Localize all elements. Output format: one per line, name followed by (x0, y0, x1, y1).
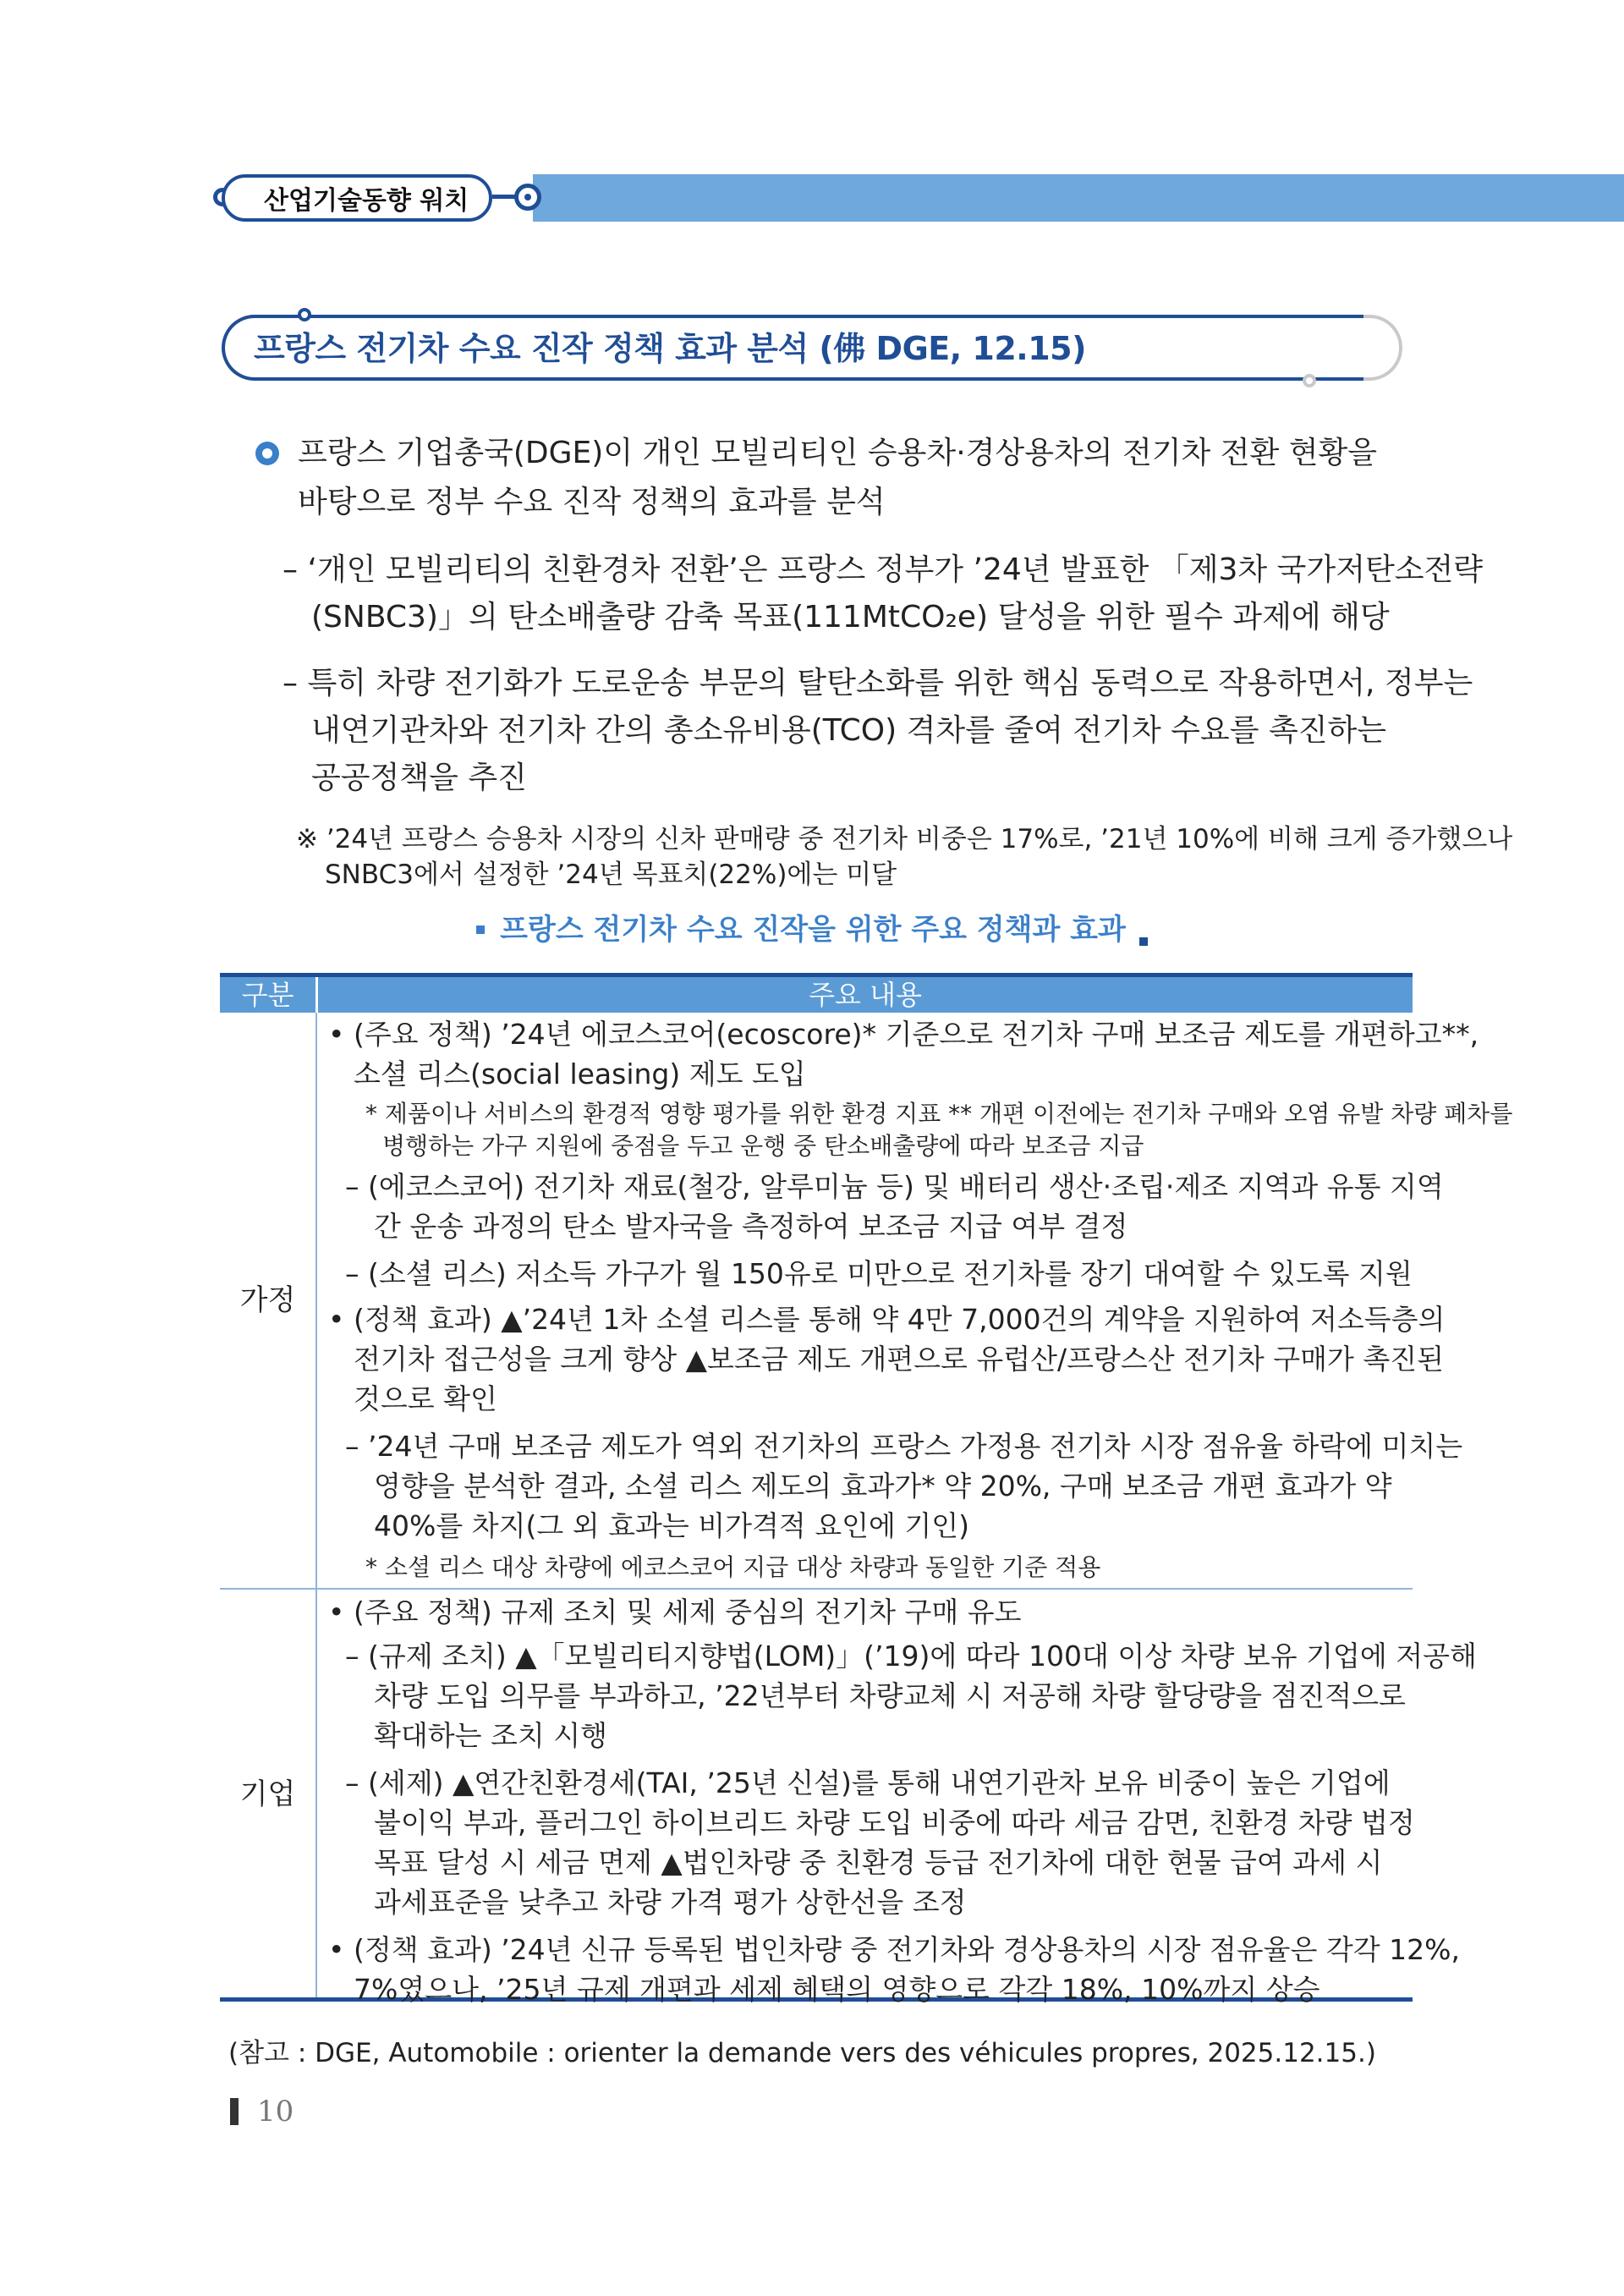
table-cell-line: 목표 달성 시 세금 면제 ▲법인차량 중 친환경 등급 전기차에 대한 현물 급여 과세 시 (374, 1846, 1383, 1879)
page-title: 프랑스 전기차 수요 진작 정책 효과 분석 (佛 DGE, 12.15) (254, 330, 1086, 367)
table-cell-line: 확대하는 조치 시행 (374, 1719, 608, 1752)
table-footnote: * 소셜 리스 대상 차량에 에코스코어 지급 대상 차량과 동일한 기준 적용 (365, 1553, 1101, 1581)
row-label-business: 기업 (239, 1777, 296, 1811)
square-icon (476, 926, 485, 934)
main-point-line: 프랑스 기업총국(DGE)이 개인 모빌리티인 승용차·경상용차의 전기차 전환 현황을 (298, 436, 1378, 470)
note-line: ※ ’24년 프랑스 승용차 시장의 신차 판매량 중 전기차 비중은 17%로, ’21년 10%에 비해 크게 증가했으나 (296, 824, 1513, 854)
table-cell-line: 불이익 부과, 플러그인 하이브리드 차량 도입 비중에 따라 세금 감면, 친환경 차량 법정 (374, 1806, 1415, 1839)
table-cell-line: • (주요 정책) ’24년 에코스코어(ecoscore)* 기준으로 전기차 구매 보조금 제도를 개편하고**, (328, 1018, 1479, 1051)
square-icon (1139, 937, 1148, 946)
page-number: 10 (257, 2095, 294, 2128)
table-cell-line: • (정책 효과) ’24년 신규 등록된 법인차량 중 전기차와 경상용차의 시장 점유율은 각각 12%, (328, 1933, 1460, 1966)
note-line: SNBC3에서 설정한 ’24년 목표치(22%)에는 미달 (325, 860, 897, 890)
table-cell-line: • (정책 효과) ▲’24년 1차 소셜 리스를 통해 약 4만 7,000건의 계약을 지원하여 저소득층의 (328, 1303, 1446, 1336)
sub-point-line: 내연기관차와 전기차 간의 총소유비용(TCO) 격차를 줄여 전기차 수요를 촉진하는 (311, 713, 1387, 748)
table-cell-line: 간 운송 과정의 탄소 발자국을 측정하여 보조금 지급 여부 결정 (374, 1210, 1128, 1243)
table-title (0, 909, 1624, 951)
table-cell-line: – (소셜 리스) 저소득 가구가 월 150유로 미만으로 전기차를 장기 대여할 수 있도록 지원 (345, 1257, 1413, 1290)
table-cell-line: 40%를 차지(그 외 효과는 비가격적 요인에 기인) (374, 1509, 969, 1542)
table-cell-line: 소셜 리스(social leasing) 제도 도입 (354, 1057, 806, 1090)
table-footnote: 병행하는 가구 지원에 중점을 두고 운행 중 탄소배출량에 따라 보조금 지급 (382, 1132, 1144, 1160)
section-label: 산업기술동향 워치 (222, 174, 492, 222)
table-cell-line: – (규제 조치) ▲「모빌리티지향법(LOM)」(’19)에 따라 100대 이상 차량 보유 기업에 저공해 (345, 1640, 1477, 1673)
table-footnote: * 제품이나 서비스의 환경적 영향 평가를 위한 환경 지표 ** 개편 이전에는 전기차 구매와 오염 유발 차량 폐차를 (365, 1100, 1513, 1128)
table-title-text: 프랑스 전기차 수요 진작을 위한 주요 정책과 효과 (500, 913, 1126, 947)
bullet-icon (255, 442, 279, 465)
header-band (533, 174, 1624, 222)
page-number-bar (230, 2098, 239, 2125)
table-header (220, 977, 1413, 1013)
table-cell-line: 차량 도입 의무를 부과하고, ’22년부터 차량교체 시 저공해 차량 할당량을 점진적으로 (374, 1679, 1406, 1712)
row-label-household: 가정 (239, 1283, 296, 1317)
title-knob-bottom (1303, 374, 1316, 387)
table-cell-line: 영향을 분석한 결과, 소셜 리스 제도의 효과가* 약 20%, 구매 보조금 개편 효과가 약 (374, 1469, 1392, 1502)
sub-point-line: – 특히 차량 전기화가 도로운송 부문의 탈탄소화를 위한 핵심 동력으로 작용하면서, 정부는 (283, 666, 1473, 700)
table-cell-line: 7%였으나, ’25년 규제 개편과 세제 혜택의 영향으로 각각 18%, 10%까지 상승 (354, 1973, 1320, 2006)
title-knob-top (298, 308, 311, 321)
sub-point-line: (SNBC3)」의 탄소배출량 감축 목표(111MtCO₂e) 달성을 위한 필수 과제에 해당 (311, 600, 1390, 634)
table-cell-line: • (주요 정책) 규제 조치 및 세제 중심의 전기차 구매 유도 (328, 1596, 1022, 1629)
main-point-line: 바탕으로 정부 수요 진작 정책의 효과를 분석 (298, 485, 886, 519)
table-column-divider (315, 1013, 317, 1997)
table-row-divider (220, 1588, 1413, 1590)
table-cell-line: 과세표준을 낮추고 차량 가격 평가 상한선을 조정 (374, 1886, 967, 1919)
table-cell-line: 전기차 접근성을 크게 향상 ▲보조금 제도 개편으로 유럽산/프랑스산 전기차 구매가 촉진된 (354, 1343, 1445, 1376)
table-cell-line: – (세제) ▲연간친환경세(TAI, ’25년 신설)를 통해 내연기관차 보유 비중이 높은 기업에 (345, 1766, 1391, 1799)
table-cell-line: 것으로 확인 (354, 1382, 497, 1415)
table-cell-line: – (에코스코어) 전기차 재료(철강, 알루미늄 등) 및 배터리 생산·조립·제조 지역과 유통 지역 (345, 1170, 1444, 1203)
table-header-col2: 주요 내용 (809, 979, 922, 1011)
table-cell-line: – ’24년 구매 보조금 제도가 역외 전기차의 프랑스 가정용 전기차 시장 점유율 하락에 미치는 (345, 1430, 1463, 1463)
sub-point-line: – ‘개인 모빌리티의 친환경차 전환’은 프랑스 정부가 ’24년 발표한 「제3차 국가저탄소전략 (283, 552, 1484, 587)
header-circle-icon (514, 184, 541, 211)
source-citation: (참고 : DGE, Automobile : orienter la demande vers des véhicules propres, 2025.12.15.) (228, 2038, 1376, 2068)
table-header-col1: 구분 (241, 979, 294, 1011)
sub-point-line: 공공정책을 추진 (311, 761, 527, 795)
